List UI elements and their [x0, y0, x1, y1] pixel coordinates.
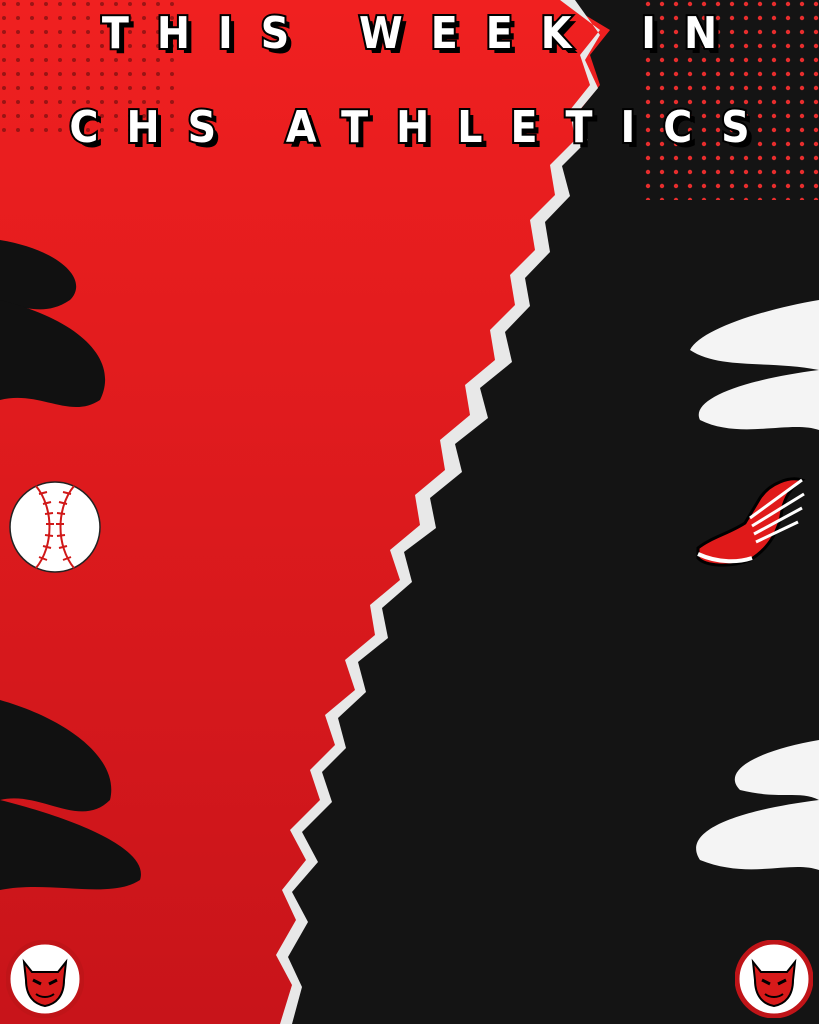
event-line: [0, 757, 819, 784]
event-line: [0, 320, 819, 347]
event-line: [0, 292, 819, 319]
schedule-note: [0, 590, 819, 617]
event-line: [0, 347, 819, 374]
schedule-note: [0, 619, 819, 646]
devil-mascot-icon: [6, 940, 84, 1018]
event-line: [0, 843, 819, 870]
event-line: [0, 786, 819, 813]
day-heading-thursday: [0, 710, 819, 750]
baseball-icon: [6, 478, 104, 576]
event-line: [0, 650, 819, 677]
event-line: [0, 243, 819, 270]
winged-shoe-icon: [690, 468, 808, 572]
day-heading-friday: [0, 898, 819, 938]
poster-title-line2: CHS ATHLETICS: [69, 102, 778, 153]
event-line: [0, 946, 819, 973]
event-line: [0, 815, 819, 842]
event-line: [0, 975, 819, 1002]
day-heading-monday: [0, 196, 819, 236]
devil-mascot-icon: [735, 940, 813, 1018]
day-heading-tuesday: [0, 407, 819, 447]
poster-title-line1: THIS WEEK IN: [101, 8, 746, 59]
